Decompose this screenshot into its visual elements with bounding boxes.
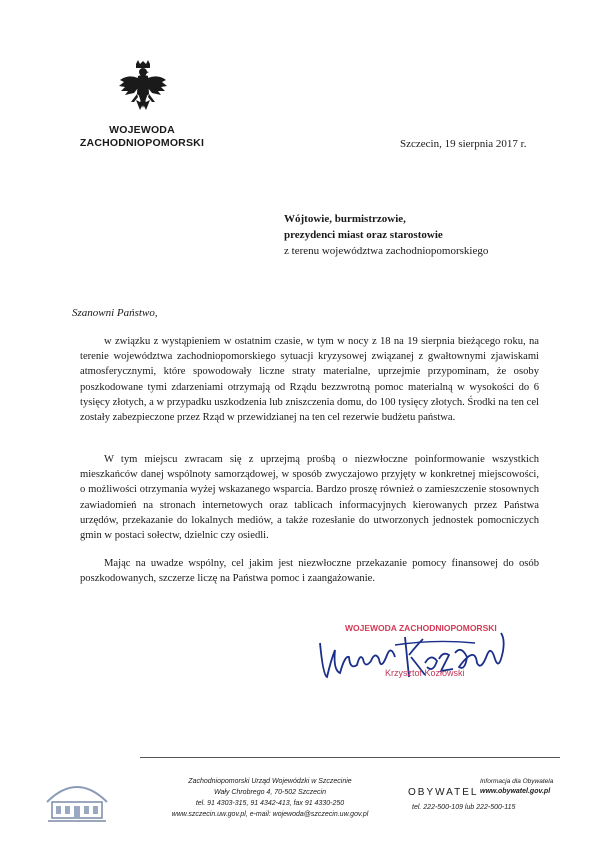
handwritten-signature: [305, 615, 515, 690]
footer-phone: tel. 91 4303-315, 91 4342-413, fax 91 4330-250: [195, 800, 345, 807]
place-date: Szczecin, 19 sierpnia 2017 r.: [400, 138, 527, 150]
office-name-line1: WOJEWODA: [109, 124, 175, 136]
stamp-name: Krzysztof Kozłowski: [385, 668, 465, 678]
footer-web-email: www.szczecin.uw.gov.pl, e-mail: wojewoda@szczecin.uw.gov.pl: [171, 811, 369, 818]
obywatel-brand: OBYWATEL: [408, 787, 479, 798]
addressee-line3: z terenu województwa zachodniopomorskiego: [284, 245, 489, 257]
citizen-info-url: www.obywatel.gov.pl: [480, 788, 551, 795]
paragraph-text: Mając na uwadze wspólny, cel jakim jest niezwłoczne przekazanie pomocy finansowej do osób poszkodowanych, szczerze liczę na Państwa pomoc i zaangażowanie.: [80, 558, 539, 585]
paragraph-text: w związku z wystąpieniem w ostatnim czasie, w tym w nocy z 18 na 19 sierpnia bieżącego roku, na terenie województwa zachodniopomorskiego sytuacji kryzysowej związanej z gwałtownymi zjawiskami atmosferycznymi, które spowodowały liczne straty materialne, uprzejmie przypominam, że osoby poszkodowane tymi zdarzeniami otrzymają od Rządu bezzwrotną pomoc materialną w wysokości do 6 tysięcy złotych, a w przypadku uszkodzenia lub zniszczenia domu, do 100 tysięcy złotych. Środki na ten cel zostały zabezpieczone przez Rząd w przewidzianej na ten cel rezerwie budżetu państwa.: [80, 336, 539, 424]
citizen-info-title: Informacja dla Obywatela: [480, 778, 554, 785]
paragraph-text: W tym miejscu zwracam się z uprzejmą prośbą o niezwłoczne poinformowanie wszystkich mieszkańców danej wspólnoty samorządowej, w sposób zwyczajowo przyjęty w konkretnej miejscowości, o możliwości otrzymania wyżej wskazanego wsparcia. Bardzo proszę również o zamieszczenie stosownych zawiadomień na stronach internetowych oraz tablicach informacyjnych kierowanych przez Państwa urzędów, przekazanie do lokalnych mediów, a także rozesłanie do utworzonych jednostek pomocniczych gmin w postaci sołectw, dzielnic czy osiedli.: [80, 454, 539, 542]
footer-address: Wały Chrobrego 4, 70-502 Szczecin: [214, 789, 326, 796]
addressee-line2: prezydenci miast oraz starostowie: [284, 229, 443, 241]
polish-eagle-icon: [118, 60, 168, 120]
citizen-info-phone: tel. 222-500-109 lub 222-500-115: [412, 804, 516, 811]
footer-divider: [140, 757, 560, 758]
stamp-title: WOJEWODA ZACHODNIOPOMORSKI: [345, 623, 497, 633]
addressee-line1: Wójtowie, burmistrzowie,: [284, 213, 406, 225]
greeting: Szanowni Państwo,: [72, 307, 158, 319]
office-building-logo: [42, 768, 112, 828]
office-name-line2: ZACHODNIOPOMORSKI: [79, 137, 205, 149]
body-paragraph: [80, 556, 539, 586]
body-paragraph: [80, 452, 539, 543]
body-paragraph: [80, 334, 539, 425]
footer-office-name: Zachodniopomorski Urząd Wojewódzki w Szczecinie: [188, 778, 352, 785]
